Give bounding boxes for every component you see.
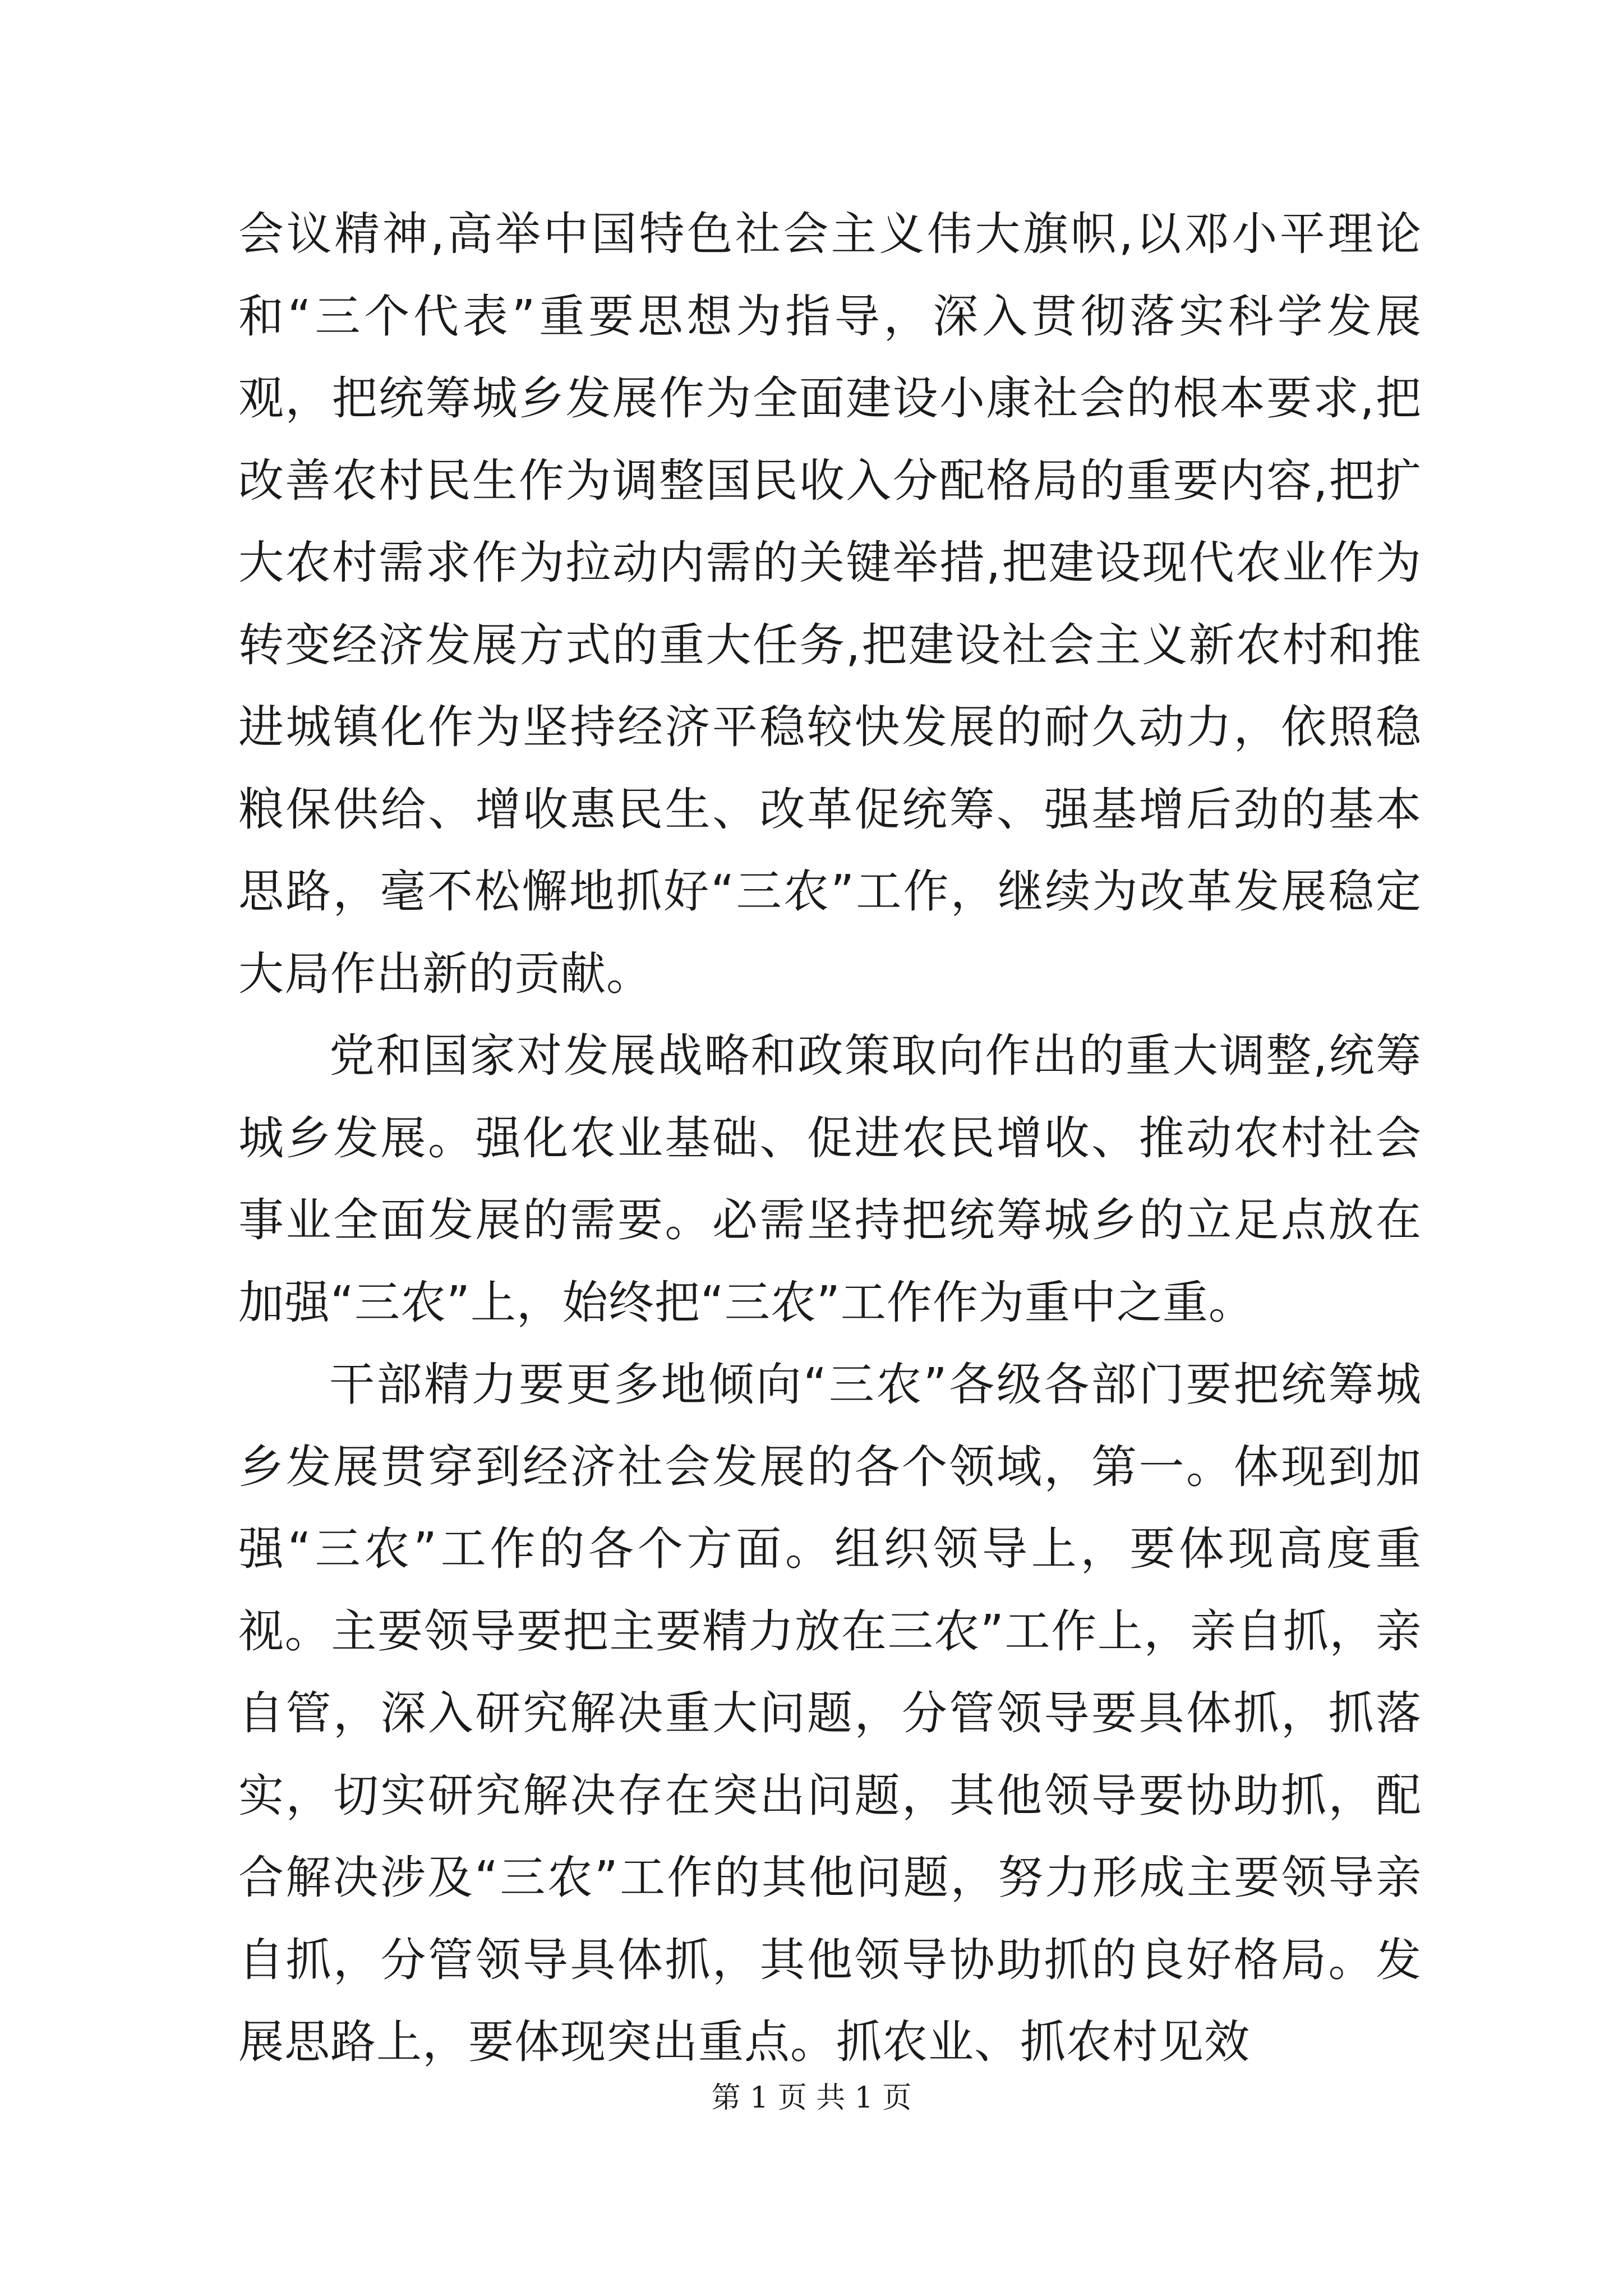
paragraph-1: 会议精神,高举中国特色社会主义伟大旗帜,以邓小平理论和“三个代表”重要思想为指导，深入贯彻落实科学发展观，把统筹城乡发展作为全面建设小康社会的根本要求,把改善农村民生作为调整国民收入分配格局的重要内容,把扩大农村需求作为拉动内需的关键举措,把建设现代农业作为转变经济发展方式的重大任务,把建设社会主义新农村和推进城镇化作为坚持经济平稳较快发展的耐久动力，依照稳粮保供给、增收惠民生、改革促统筹、强基增后劲的基本思路，毫不松懈地抓好“三农”工作，继续为改革发展稳定大局作出新的贡献。 [238, 208, 1422, 1001]
paragraph-3: 干部精力要更多地倾向“三农”各级各部门要把统筹城乡发展贯穿到经济社会发展的各个领域，第一。体现到加强“三农”工作的各个方面。组织领导上，要体现高度重视。主要领导要把主要精力放在三农”工作上，亲自抓，亲自管，深入研究解决重大问题，分管领导要具体抓，抓落实，切实研究解决存在突出问题，其他领导要协助抓，配合解决涉及“三农”工作的其他问题，努力形成主要领导亲自抓，分管领导具体抓，其他领导协助抓的良好格局。发展思路上，要体现突出重点。抓农业、抓农村见效 [238, 1359, 1422, 2069]
page-footer: 第 1 页 共 1 页 [711, 2081, 912, 2115]
paragraph-2: 党和国家对发展战略和政策取向作出的重大调整,统筹城乡发展。强化农业基础、促进农民增收、推动农村社会事业全面发展的需要。必需坚持把统筹城乡的立足点放在加强“三农”上，始终把“三农”工作作为重中之重。 [238, 1030, 1422, 1329]
document-body [238, 194, 1422, 2084]
